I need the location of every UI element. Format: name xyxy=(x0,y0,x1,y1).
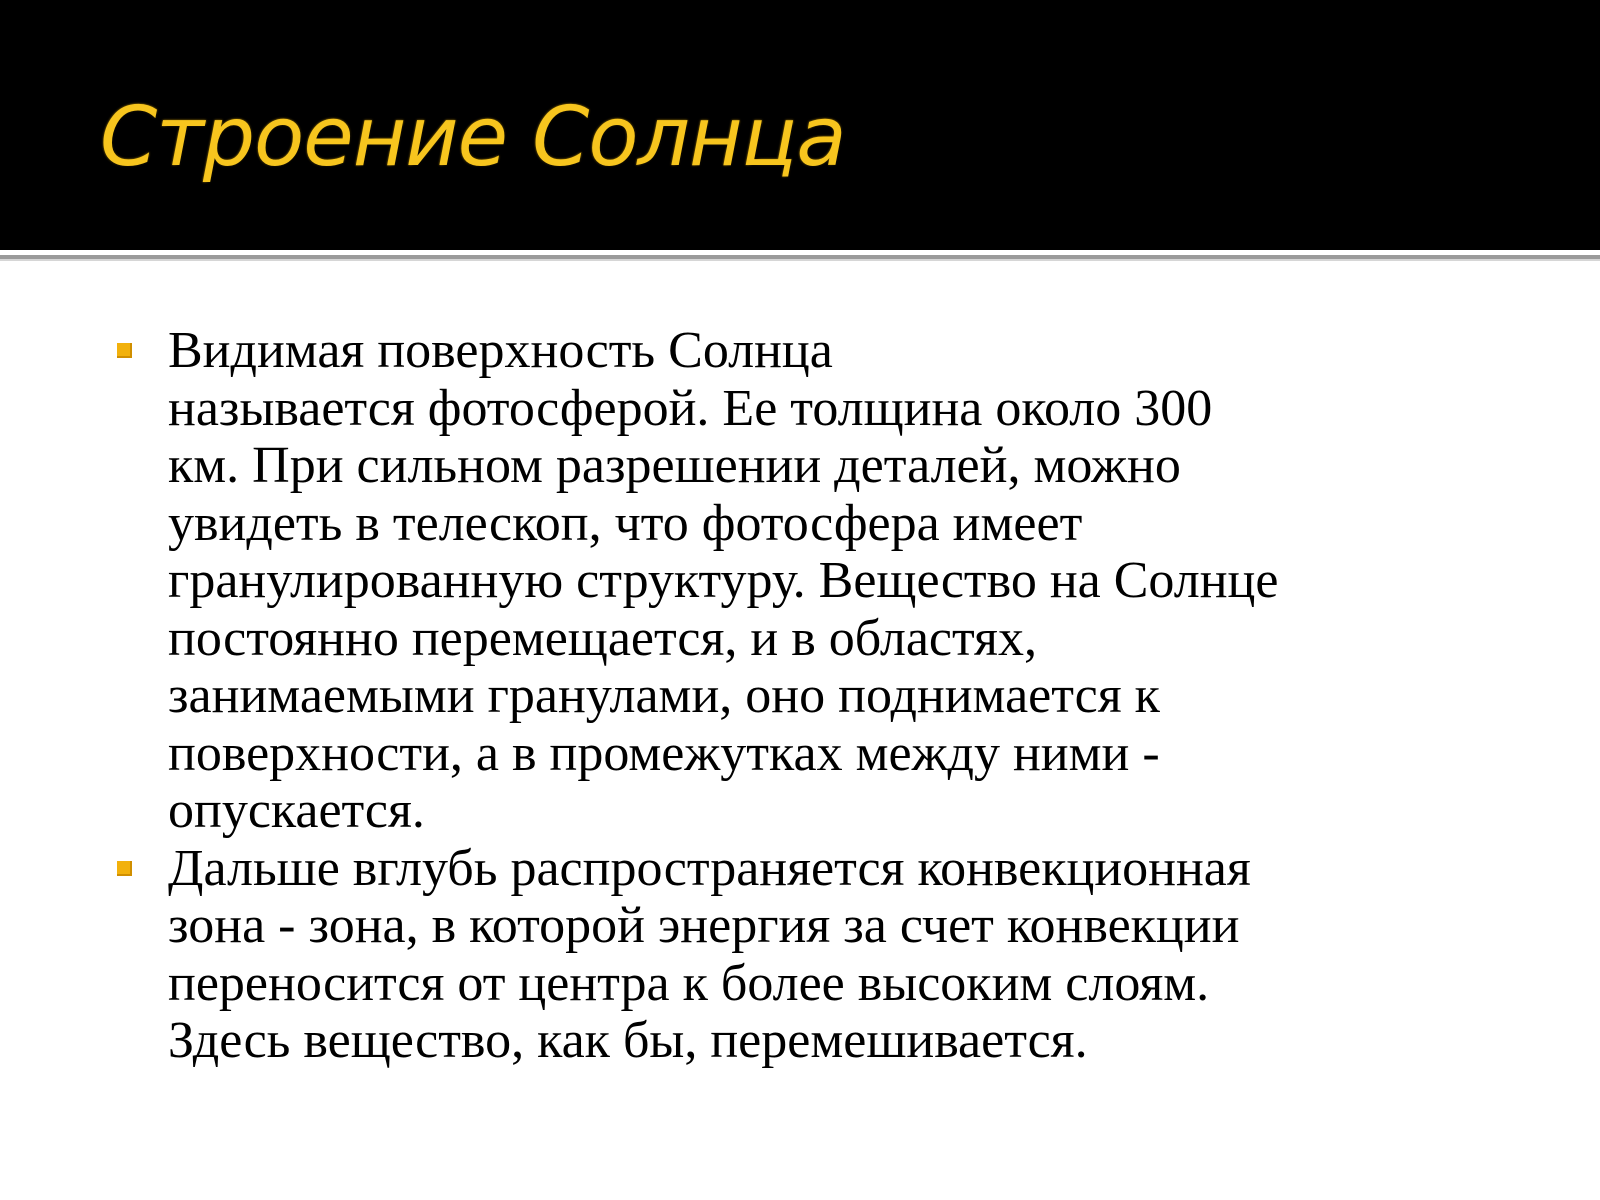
bullet-item-convection-zone xyxy=(110,840,1510,1070)
bullet-item-photosphere xyxy=(110,322,1510,840)
square-bullet-icon xyxy=(117,343,132,358)
bullet-list xyxy=(110,322,1510,1070)
title-divider-shadow xyxy=(0,259,1600,261)
bullet-text-convection-zone: Дальше вглубь распространяется конвекционная зона - зона, в которой энергия за счет конвекции переносится от центра к более высоким слоям. Здесь вещество, как бы, перемешивается. xyxy=(168,839,1251,1069)
slide-title: Строение Солнца xyxy=(100,90,846,185)
bullet-text-photosphere: Видимая поверхность Солнца называется фотосферой. Ее толщина около 300 км. При сильном разрешении деталей, можно увидеть в телескоп, что фотосфера имеет гранулированную структуру. Вещество на Солнце постоянно перемещается, и в областях, занимаемыми гранулами, оно поднимается к поверхности, а в промежутках между ними - опускается. xyxy=(168,322,1279,839)
title-bar xyxy=(0,0,1600,250)
square-bullet-icon xyxy=(117,861,132,876)
